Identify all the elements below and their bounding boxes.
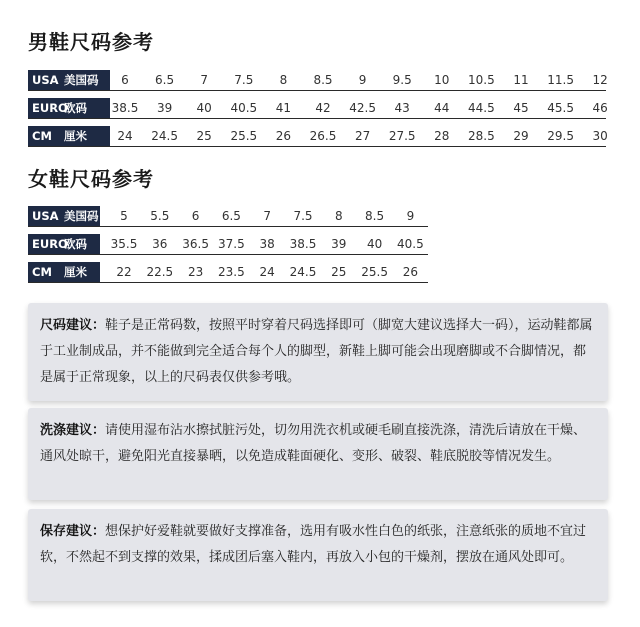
size-value: 7 bbox=[200, 73, 209, 87]
size-advice-text: 鞋子是正常码数，按照平时穿着尺码选择即可（脚宽大建议选择大一码），运动鞋都属于工业制成品，并不能做到完全适合每个人的脚型，新鞋上脚可能会出现磨脚或不合脚情况，都是属于正常现象，以上的尺码表仅供参考哦。 bbox=[40, 318, 593, 385]
size-value: 24 bbox=[117, 129, 133, 143]
size-value: 45 bbox=[513, 101, 529, 115]
size-value: 26 bbox=[402, 265, 419, 279]
size-value: 6.5 bbox=[221, 209, 241, 223]
size-value: 6 bbox=[191, 209, 200, 223]
row-label-zh: 厘米 bbox=[64, 265, 87, 279]
size-value: 11.5 bbox=[547, 73, 574, 87]
size-value: 27 bbox=[354, 129, 371, 143]
row-underline bbox=[28, 118, 606, 119]
row-label-zh: 欧码 bbox=[64, 237, 87, 251]
size-value: 5.5 bbox=[150, 209, 170, 223]
size-value: 8 bbox=[279, 73, 288, 87]
row-underline bbox=[28, 226, 428, 227]
row-label-en: EURO bbox=[32, 237, 68, 251]
row-label-zh: 美国码 bbox=[64, 73, 99, 87]
row-label bbox=[28, 262, 100, 282]
row-label bbox=[28, 70, 110, 90]
row-label-en: EURO bbox=[32, 101, 68, 115]
size-value: 24.5 bbox=[151, 129, 178, 143]
size-value: 25.5 bbox=[230, 129, 258, 143]
size-value: 12 bbox=[592, 73, 608, 87]
size-value: 26.5 bbox=[309, 129, 337, 143]
size-value: 8 bbox=[334, 209, 343, 223]
size-value: 38.5 bbox=[289, 237, 317, 251]
size-value: 7.5 bbox=[293, 209, 313, 223]
size-value: 7 bbox=[263, 209, 272, 223]
size-value: 40.5 bbox=[397, 237, 424, 251]
size-value: 39 bbox=[331, 237, 347, 251]
women-size-title: 女鞋尺码参考 bbox=[28, 167, 154, 191]
row-label bbox=[28, 126, 110, 146]
size-value: 29.5 bbox=[547, 129, 574, 143]
size-value: 10 bbox=[434, 73, 450, 87]
row-label bbox=[28, 98, 110, 118]
size-value: 23 bbox=[187, 265, 204, 279]
size-value: 42 bbox=[315, 101, 331, 115]
size-value: 41 bbox=[275, 101, 292, 115]
row-label-zh: 欧码 bbox=[64, 101, 87, 115]
size-value: 6 bbox=[121, 73, 129, 87]
men-size-title: 男鞋尺码参考 bbox=[28, 30, 154, 54]
row-label bbox=[28, 206, 100, 226]
row-underline bbox=[28, 254, 428, 255]
storage-advice-heading: 保存建议： bbox=[40, 524, 106, 539]
wash-advice-heading: 洗涤建议： bbox=[40, 423, 106, 438]
row-label-en: CM bbox=[32, 265, 52, 279]
size-value: 35.5 bbox=[110, 237, 138, 251]
size-value: 43 bbox=[394, 101, 410, 115]
size-value: 22 bbox=[116, 265, 132, 279]
size-value: 36.5 bbox=[182, 237, 209, 251]
size-value: 5 bbox=[120, 209, 128, 223]
size-value: 25.5 bbox=[361, 265, 388, 279]
size-value: 44.5 bbox=[468, 101, 495, 115]
size-value: 8.5 bbox=[313, 73, 333, 87]
size-value: 36 bbox=[152, 237, 168, 251]
size-value: 26 bbox=[275, 129, 292, 143]
size-value: 42.5 bbox=[349, 101, 376, 115]
size-value: 28.5 bbox=[468, 129, 495, 143]
size-value: 9.5 bbox=[392, 73, 412, 87]
row-underline bbox=[28, 282, 428, 283]
row-label-en: CM bbox=[32, 129, 52, 143]
size-value: 46 bbox=[592, 101, 608, 115]
size-value: 24.5 bbox=[289, 265, 317, 279]
wash-advice-text: 请使用湿布沾水擦拭脏污处，切勿用洗衣机或硬毛刷直接洗涤，清洗后请放在干燥、通风处晾干，避免阳光直接暴晒，以免造成鞋面硬化、变形、破裂、鞋底脱胶等情况发生。 bbox=[40, 423, 587, 464]
size-value: 28 bbox=[434, 129, 450, 143]
size-value: 11 bbox=[513, 73, 529, 87]
size-value: 30 bbox=[592, 129, 608, 143]
wash-advice-box bbox=[28, 408, 608, 500]
size-value: 25 bbox=[196, 129, 212, 143]
size-value: 25 bbox=[331, 265, 347, 279]
size-value: 40 bbox=[366, 237, 383, 251]
size-value: 8.5 bbox=[365, 209, 385, 223]
size-value: 22.5 bbox=[146, 265, 174, 279]
row-label bbox=[28, 234, 100, 254]
size-value: 6.5 bbox=[155, 73, 175, 87]
size-value: 24 bbox=[259, 265, 275, 279]
size-value: 23.5 bbox=[218, 265, 245, 279]
storage-advice-box bbox=[28, 509, 608, 601]
size-value: 39 bbox=[156, 101, 173, 115]
size-value: 37.5 bbox=[218, 237, 245, 251]
size-value: 40 bbox=[196, 101, 212, 115]
size-value: 38.5 bbox=[111, 101, 139, 115]
row-underline bbox=[28, 90, 606, 91]
size-advice-box bbox=[28, 303, 608, 401]
size-value: 7.5 bbox=[234, 73, 254, 87]
storage-advice-text: 想保护好爱鞋就要做好支撑准备，选用有吸水性白色的纸张，注意纸张的质地不宜过软，不然起不到支撑的效果，揉成团后塞入鞋内，再放入小包的干燥剂，摆放在通风处即可。 bbox=[40, 524, 587, 565]
row-underline bbox=[28, 146, 606, 147]
row-label-en: USA bbox=[32, 73, 59, 87]
row-label-zh: 美国码 bbox=[64, 209, 99, 223]
size-value: 40.5 bbox=[230, 101, 258, 115]
size-value: 29 bbox=[513, 129, 529, 143]
size-value: 45.5 bbox=[547, 101, 574, 115]
size-advice-heading: 尺码建议： bbox=[40, 318, 106, 333]
size-value: 38 bbox=[259, 237, 275, 251]
size-value: 10.5 bbox=[468, 73, 495, 87]
size-value: 9 bbox=[358, 73, 367, 87]
size-value: 9 bbox=[406, 209, 415, 223]
row-label-zh: 厘米 bbox=[64, 129, 87, 143]
size-value: 27.5 bbox=[388, 129, 416, 143]
size-value: 44 bbox=[434, 101, 450, 115]
row-label-en: USA bbox=[32, 209, 59, 223]
